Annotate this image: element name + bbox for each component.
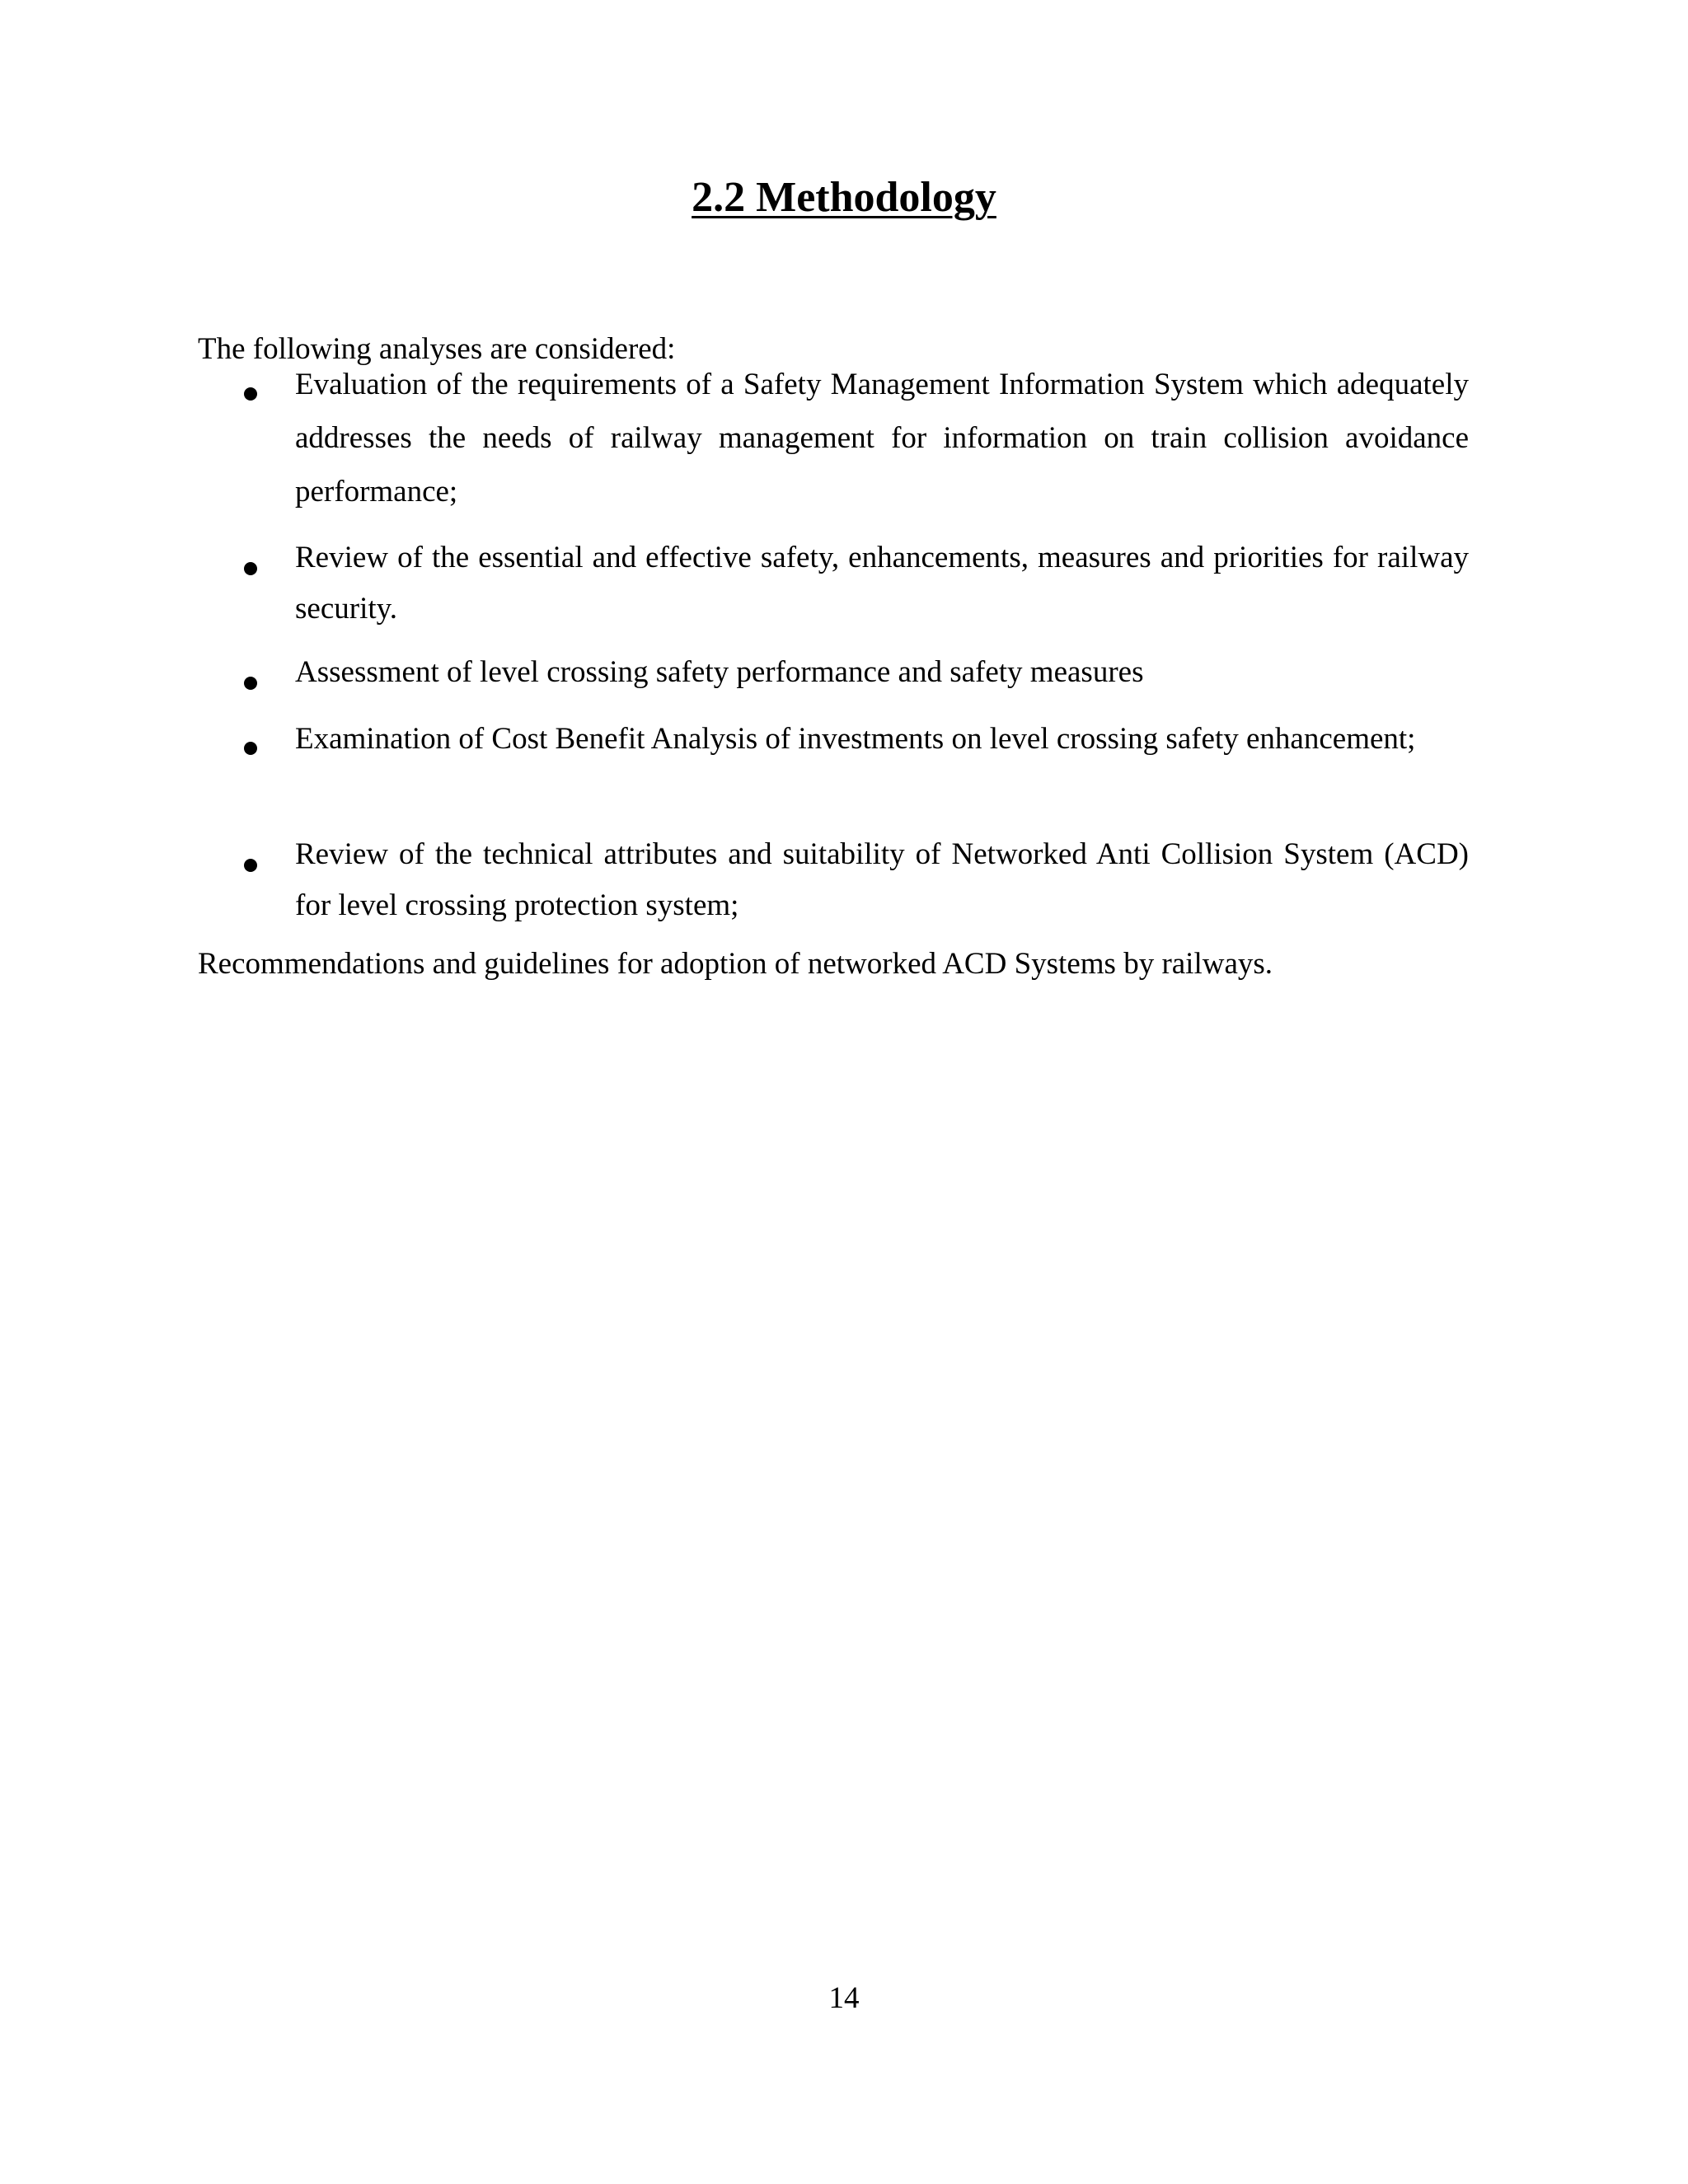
bullet-icon — [244, 387, 257, 401]
section-heading-text: 2.2 Methodology — [692, 174, 996, 221]
closing-paragraph: Recommendations and guidelines for adoption of networked ACD Systems by railways. — [198, 947, 1273, 981]
list-item-text: Review of the technical attributes and suitability of Networked Anti Collision System (ACD) for level crossing protection system; — [295, 837, 1469, 922]
page-number: 14 — [828, 1981, 860, 2015]
section-heading — [0, 169, 1688, 227]
list-item-text: Review of the essential and effective safety, enhancements, measures and priorities for railway security. — [295, 541, 1469, 626]
list-item-text: Evaluation of the requirements of a Safety Management Information System which adequately addresses the needs of railway management for information on train collision avoidance performance; — [295, 368, 1469, 509]
list-item-text: Assessment of level crossing safety performance and safety measures — [295, 655, 1144, 689]
bullet-icon — [244, 742, 257, 755]
bullet-icon — [244, 677, 257, 690]
bullet-icon — [244, 859, 257, 872]
list-item-text: Examination of Cost Benefit Analysis of investments on level crossing safety enhancement; — [295, 722, 1416, 756]
intro-paragraph: The following analyses are considered: — [198, 332, 676, 366]
bullet-icon — [244, 562, 257, 575]
